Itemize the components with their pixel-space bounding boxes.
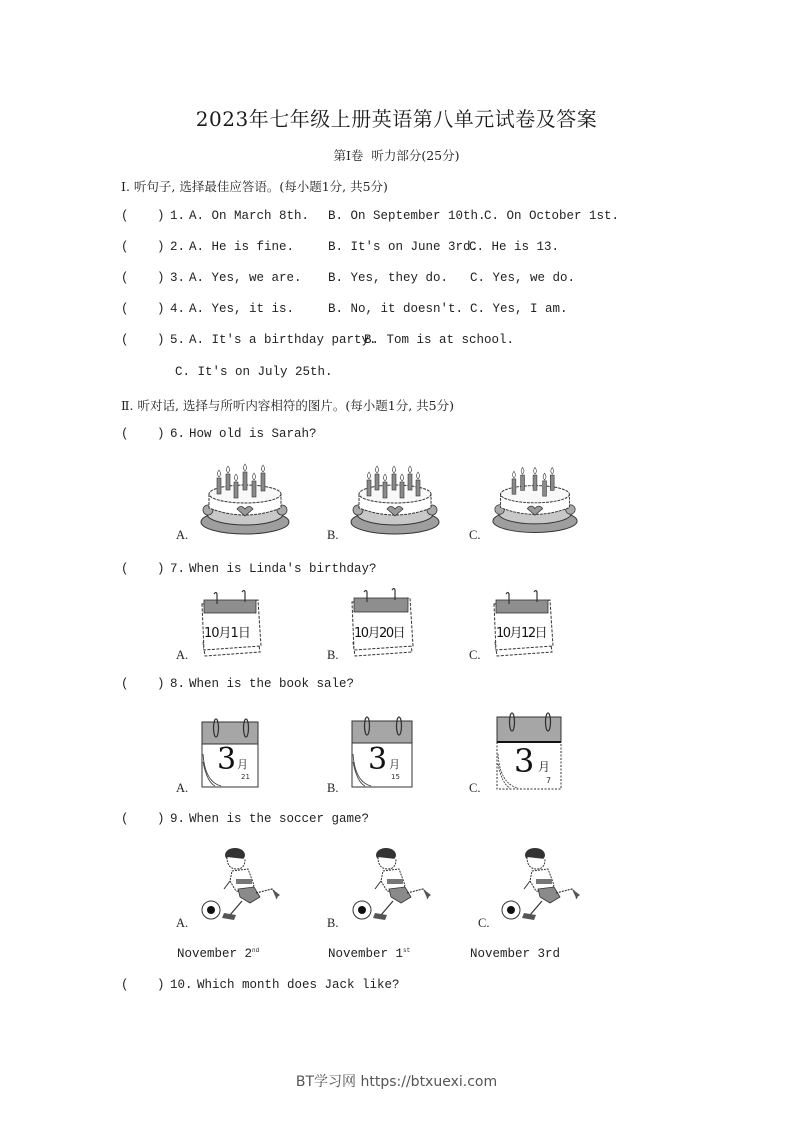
option-c: C. It's on July 25th. <box>175 365 333 379</box>
option-letter: B. <box>327 916 339 930</box>
option-caption: November 3rd <box>470 947 561 961</box>
option-letter: B. <box>327 528 339 542</box>
question-number: 3. <box>170 271 186 285</box>
section-heading-2: Ⅱ. 听对话, 选择与所听内容相符的图片。(每小题1分, 共5分) <box>121 398 454 413</box>
option-a: A. Yes, we are. <box>189 271 302 285</box>
option-letter: A. <box>176 781 189 795</box>
calendar-icon <box>351 712 413 788</box>
question-number: 8. <box>170 677 186 691</box>
answer-blank-close: ) <box>157 271 165 285</box>
question-number: 9. <box>170 812 186 826</box>
option-a: A. It's a birthday party. <box>189 333 377 347</box>
calendar-icon <box>201 714 259 788</box>
answer-blank-open[interactable]: ( <box>121 427 129 441</box>
calendar-month-char: 月 <box>538 760 551 774</box>
calendar-month-char: 月 <box>237 758 248 771</box>
option-letter: C. <box>469 648 481 662</box>
answer-blank-close: ) <box>157 427 165 441</box>
calendar-icon <box>496 708 562 790</box>
option-b: B. No, it doesn't. <box>328 302 464 316</box>
option-a: A. Yes, it is. <box>189 302 295 316</box>
option-b: B. On September 10th. <box>328 209 486 223</box>
option-c: C. He is 13. <box>469 240 560 254</box>
question-number: 7. <box>170 562 186 576</box>
option-letter: A. <box>176 648 189 662</box>
answer-blank-close: ) <box>157 209 165 223</box>
calendar-date: 10月20日 <box>354 626 405 641</box>
soccer-player-icon <box>500 845 582 921</box>
option-b: B. It's on June 3rd. <box>328 240 479 254</box>
answer-blank-open[interactable]: ( <box>121 209 129 223</box>
option-letter: B. <box>327 781 339 795</box>
option-b: B. Yes, they do. <box>328 271 449 285</box>
answer-blank-open[interactable]: ( <box>121 240 129 254</box>
answer-blank-open[interactable]: ( <box>121 562 129 576</box>
question-number: 2. <box>170 240 186 254</box>
question-text: When is the soccer game? <box>189 812 370 826</box>
option-c: C. Yes, we do. <box>470 271 576 285</box>
question-number: 10. <box>170 978 193 992</box>
option-letter: A. <box>176 916 189 930</box>
answer-blank-close: ) <box>157 240 165 254</box>
question-number: 5. <box>170 333 186 347</box>
calendar-day: 7 <box>546 776 552 785</box>
option-letter: A. <box>176 528 189 542</box>
answer-blank-open[interactable]: ( <box>121 812 129 826</box>
calendar-day: 15 <box>391 773 400 781</box>
calendar-icon <box>200 590 262 658</box>
question-text: How old is Sarah? <box>189 427 317 441</box>
answer-blank-open[interactable]: ( <box>121 677 129 691</box>
answer-blank-close: ) <box>157 562 165 576</box>
answer-blank-close: ) <box>157 302 165 316</box>
answer-blank-close: ) <box>157 677 165 691</box>
document-title: 2023年七年级上册英语第八单元试卷及答案 <box>195 107 598 131</box>
answer-blank-open[interactable]: ( <box>121 302 129 316</box>
calendar-date: 10月12日 <box>496 626 547 641</box>
option-letter: C. <box>469 781 481 795</box>
soccer-player-icon <box>200 845 282 921</box>
answer-blank-open[interactable]: ( <box>121 333 129 347</box>
option-letter: B. <box>327 648 339 662</box>
option-letter: C. <box>478 916 490 930</box>
calendar-month: 3 <box>217 742 237 777</box>
calendar-icon <box>492 590 554 658</box>
calendar-day: 21 <box>241 773 250 781</box>
answer-blank-close: ) <box>157 978 165 992</box>
calendar-month: 3 <box>514 742 535 780</box>
answer-blank-close: ) <box>157 812 165 826</box>
question-text: When is Linda's birthday? <box>189 562 377 576</box>
birthday-cake-icon <box>199 462 291 536</box>
question-text: Which month does Jack like? <box>197 978 400 992</box>
option-caption: November 2nd <box>177 947 260 962</box>
birthday-cake-icon <box>349 462 441 536</box>
question-text: When is the book sale? <box>189 677 355 691</box>
calendar-icon <box>350 588 414 658</box>
answer-blank-close: ) <box>157 333 165 347</box>
calendar-month: 3 <box>368 742 388 777</box>
question-number: 4. <box>170 302 186 316</box>
question-number: 1. <box>170 209 186 223</box>
watermark-link[interactable]: BT学习网 https://btxuexi.com <box>295 1074 498 1090</box>
answer-blank-open[interactable]: ( <box>121 271 129 285</box>
option-a: A. On March 8th. <box>189 209 310 223</box>
option-b: B. Tom is at school. <box>364 333 515 347</box>
answer-blank-open[interactable]: ( <box>121 978 129 992</box>
question-number: 6. <box>170 427 186 441</box>
option-c: C. Yes, I am. <box>470 302 568 316</box>
birthday-cake-icon <box>491 462 579 536</box>
option-a: A. He is fine. <box>189 240 295 254</box>
section-heading-1: Ⅰ. 听句子, 选择最佳应答语。(每小题1分, 共5分) <box>121 179 388 194</box>
calendar-date: 10月1日 <box>204 626 250 641</box>
option-letter: C. <box>469 528 481 542</box>
calendar-month-char: 月 <box>389 758 400 771</box>
option-caption: November 1st <box>328 947 411 962</box>
option-c: C. On October 1st. <box>484 209 620 223</box>
soccer-player-icon <box>351 845 433 921</box>
document-subtitle: 第Ⅰ卷 听力部分(25分) <box>333 148 460 163</box>
